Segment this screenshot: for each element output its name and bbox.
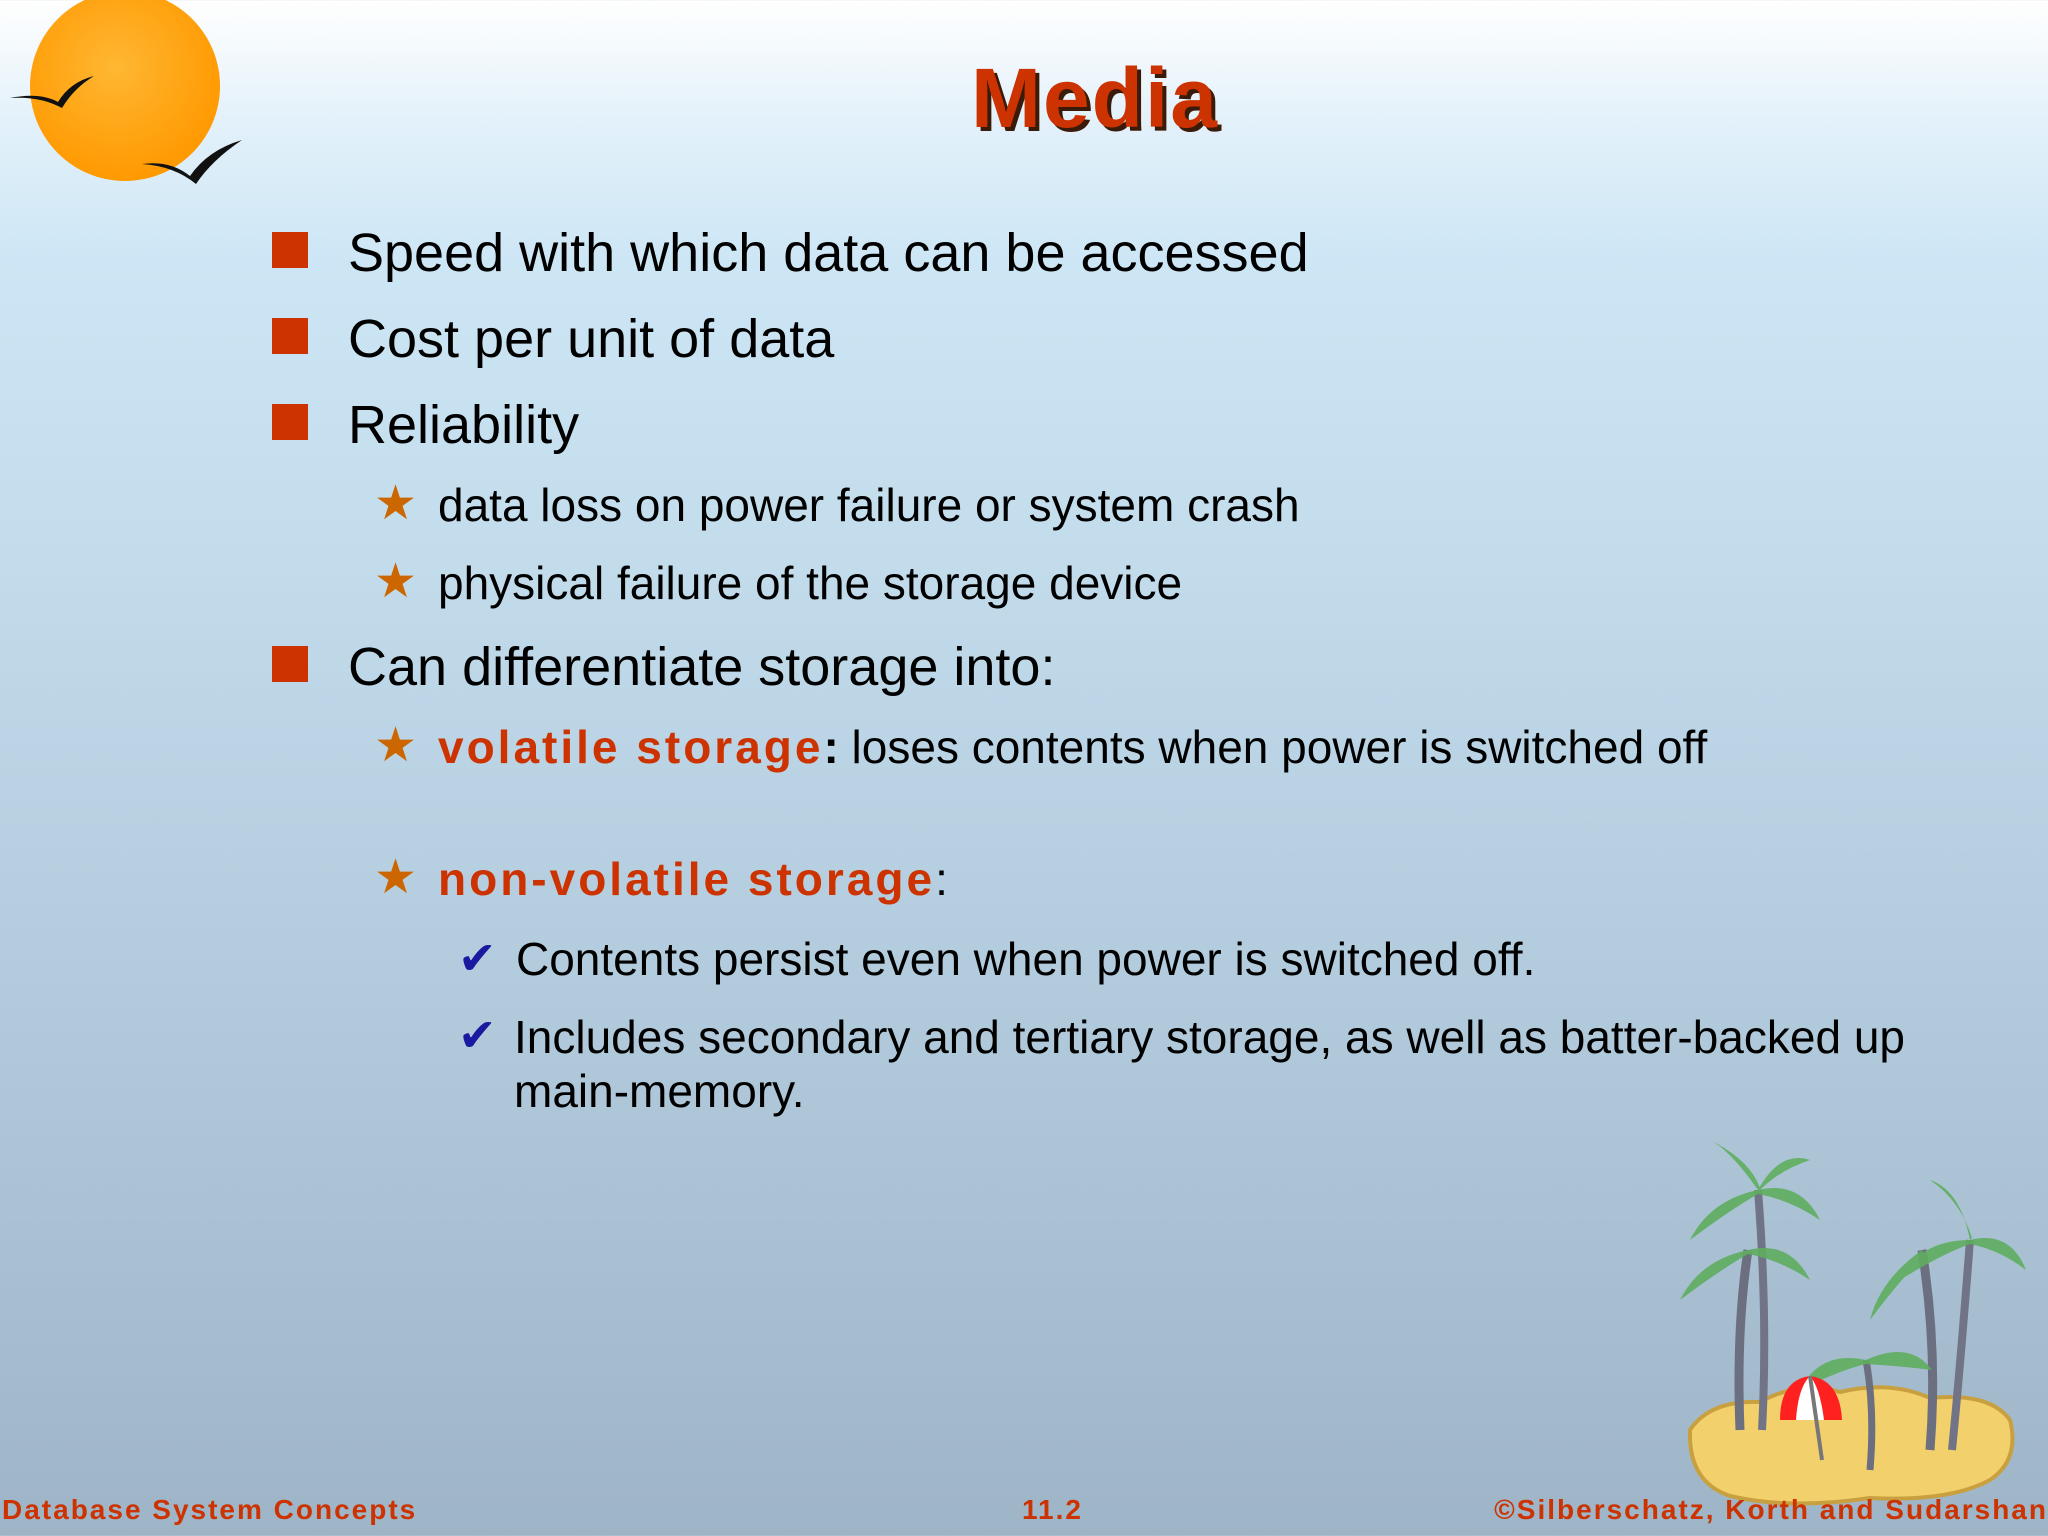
square-bullet-icon [272, 318, 308, 354]
bullet-cost: Cost per unit of data [348, 309, 835, 369]
bullet-speed: Speed with which data can be accessed [348, 223, 1309, 283]
star-bullet-icon: ★ [374, 719, 418, 772]
sub-bullet-data-loss: data loss on power failure or system crash [438, 479, 1300, 531]
checkmark-bullet-icon: ✔ [458, 931, 497, 985]
footer-course-title: Database System Concepts [2, 1494, 418, 1525]
checkmark-bullet-icon: ✔ [458, 1008, 497, 1062]
nonvolatile-storage-term: non-volatile storage [438, 853, 936, 905]
slide-title-line-2: Media [970, 51, 1220, 145]
square-bullet-icon [272, 232, 308, 268]
check-item-includes-secondary-text: Includes secondary and tertiary storage, as well as batter-backed up main-memory. [514, 1011, 1905, 1118]
square-bullet-icon [272, 404, 308, 440]
star-bullet-icon: ★ [374, 851, 418, 904]
nonvolatile-colon: : [935, 853, 948, 905]
bullet-reliability: Reliability [348, 395, 580, 455]
footer-copyright: ©Silberschatz, Korth and Sudarshan [1494, 1494, 2048, 1525]
check-item-contents-persist: Contents persist even when power is switched off. [516, 933, 1536, 985]
volatile-colon: : [823, 721, 839, 773]
volatile-storage-term: volatile storage [438, 721, 824, 773]
sub-bullet-volatile [438, 720, 1818, 774]
footer-page-number: 11.2 [1022, 1494, 1083, 1525]
sub-bullet-physical-failure: physical failure of the storage device [438, 557, 1183, 609]
star-bullet-icon: ★ [374, 477, 418, 530]
square-bullet-icon [272, 646, 308, 682]
volatile-description: loses contents when power is switched off [838, 721, 1708, 773]
check-item-includes-secondary [516, 1010, 1926, 1119]
sub-bullet-nonvolatile [438, 852, 1818, 906]
bullet-differentiate: Can differentiate storage into: [348, 637, 1056, 697]
palm-island-icon [1670, 1130, 2030, 1530]
star-bullet-icon: ★ [374, 555, 418, 608]
